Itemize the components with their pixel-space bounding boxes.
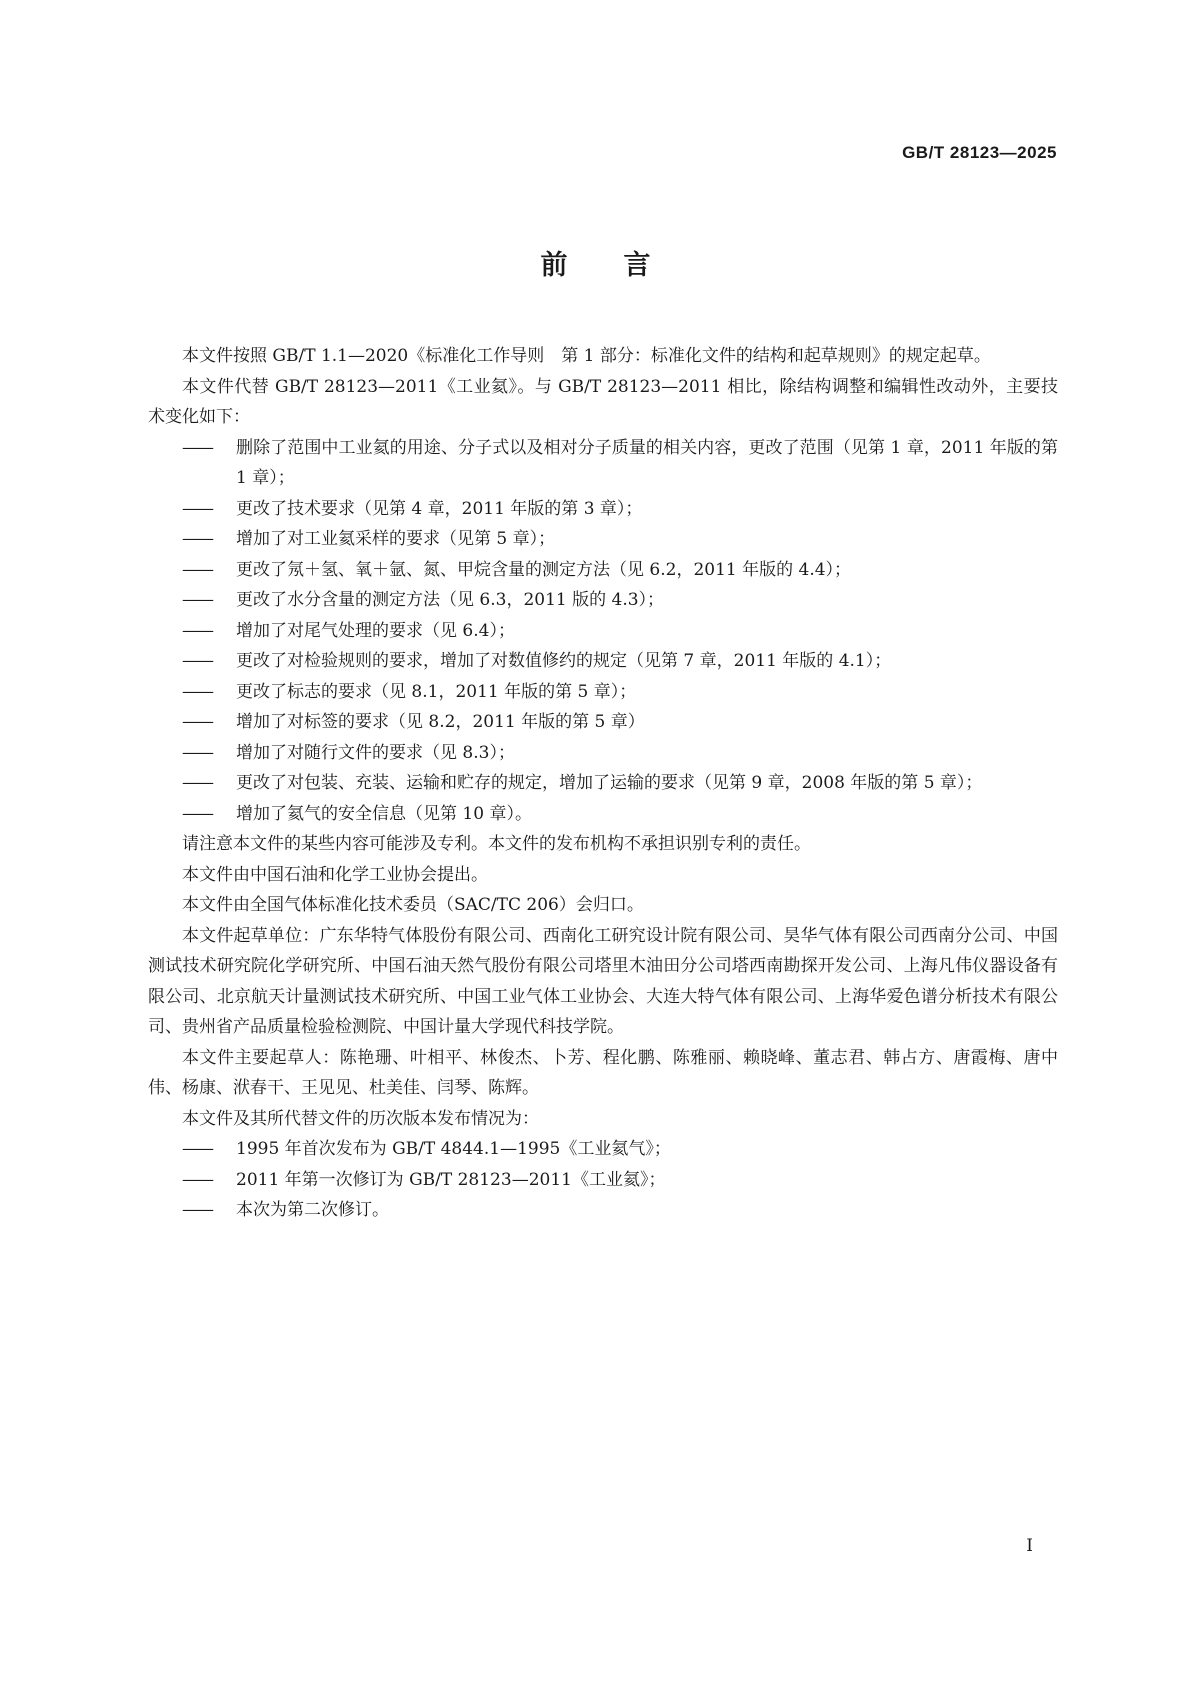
change-item: —— 更改了标志的要求（见 8.1，2011 年版的第 5 章）； (148, 677, 1058, 708)
paragraph-drafters: 本文件主要起草人：陈艳珊、叶相平、林俊杰、卜芳、程化鹏、陈雅丽、赖晓峰、董志君、韩占方、唐霞梅、唐中伟、杨康、洑春干、王见见、杜美佳、闫琴、陈辉。 (148, 1047, 1058, 1098)
paragraph-version-history: 本文件及其所代替文件的历次版本发布情况为： (182, 1108, 539, 1129)
change-item: —— 增加了对随行文件的要求（见 8.3）； (148, 738, 1058, 769)
history-item: —— 1995 年首次发布为 GB/T 4844.1—1995《工业氦气》； (148, 1134, 1058, 1165)
change-item: —— 更改了对检验规则的要求，增加了对数值修约的规定（见第 7 章，2011 年版的 4.1）； (148, 646, 1058, 677)
paragraph-replacement: 本文件代替 GB/T 28123—2011《工业氦》。与 GB/T 28123—2011 相比，除结构调整和编辑性改动外，主要技术变化如下： (148, 376, 1058, 427)
history-item: —— 2011 年第一次修订为 GB/T 28123—2011《工业氦》； (148, 1165, 1058, 1196)
change-item: —— 更改了氖＋氢、氧＋氩、氮、甲烷含量的测定方法（见 6.2，2011 年版的 4.4）； (148, 555, 1058, 586)
paragraph-drafting-units: 本文件起草单位：广东华特气体股份有限公司、西南化工研究设计院有限公司、昊华气体有限公司西南分公司、中国测试技术研究院化学研究所、中国石油天然气股份有限公司塔里木油田分公司塔西南勘探开发公司、上海凡伟仪器设备有限公司、北京航天计量测试技术研究所、中国工业气体工业协会、大连大特气体有限公司、上海华爱色谱分析技术有限公司、贵州省产品质量检验检测院、中国计量大学现代科技学院。 (148, 925, 1058, 1037)
change-item: —— 增加了对工业氦采样的要求（见第 5 章）； (148, 524, 1058, 555)
foreword-body (148, 341, 1058, 1226)
change-item: —— 增加了对尾气处理的要求（见 6.4）； (148, 616, 1058, 647)
change-item: —— 更改了对包装、充装、运输和贮存的规定，增加了运输的要求（见第 9 章，2008 年版的第 5 章）； (148, 768, 1058, 799)
title-char-1: 前 (540, 250, 568, 281)
paragraph-proposed-by: 本文件由中国石油和化学工业协会提出。 (182, 864, 488, 885)
change-item: —— 增加了对标签的要求（见 8.2，2011 年版的第 5 章） (148, 707, 1058, 738)
standard-number: GB/T 28123—2025 (902, 143, 1057, 162)
paragraph-under-jurisdiction: 本文件由全国气体标准化技术委员（SAC/TC 206）会归口。 (182, 895, 644, 915)
title-char-2: 言 (623, 250, 651, 281)
change-item: —— 更改了水分含量的测定方法（见 6.3，2011 版的 4.3）； (148, 585, 1058, 616)
change-item: —— 删除了范围中工业氦的用途、分子式以及相对分子质量的相关内容，更改了范围（见第 1 章，2011 年版的第 1 章）； (148, 433, 1058, 494)
history-item: —— 本次为第二次修订。 (148, 1195, 1058, 1226)
change-item: —— 更改了技术要求（见第 4 章，2011 年版的第 3 章）； (148, 494, 1058, 525)
paragraph-drafting-rules: 本文件按照 GB/T 1.1—2020《标准化工作导则 第 1 部分：标准化文件的结构和起草规则》的规定起草。 (182, 346, 991, 366)
page-title (0, 243, 1191, 282)
paragraph-patent-notice: 请注意本文件的某些内容可能涉及专利。本文件的发布机构不承担识别专利的责任。 (182, 834, 811, 854)
page-number: I (1026, 1536, 1033, 1556)
change-item: —— 增加了氦气的安全信息（见第 10 章）。 (148, 799, 1058, 830)
